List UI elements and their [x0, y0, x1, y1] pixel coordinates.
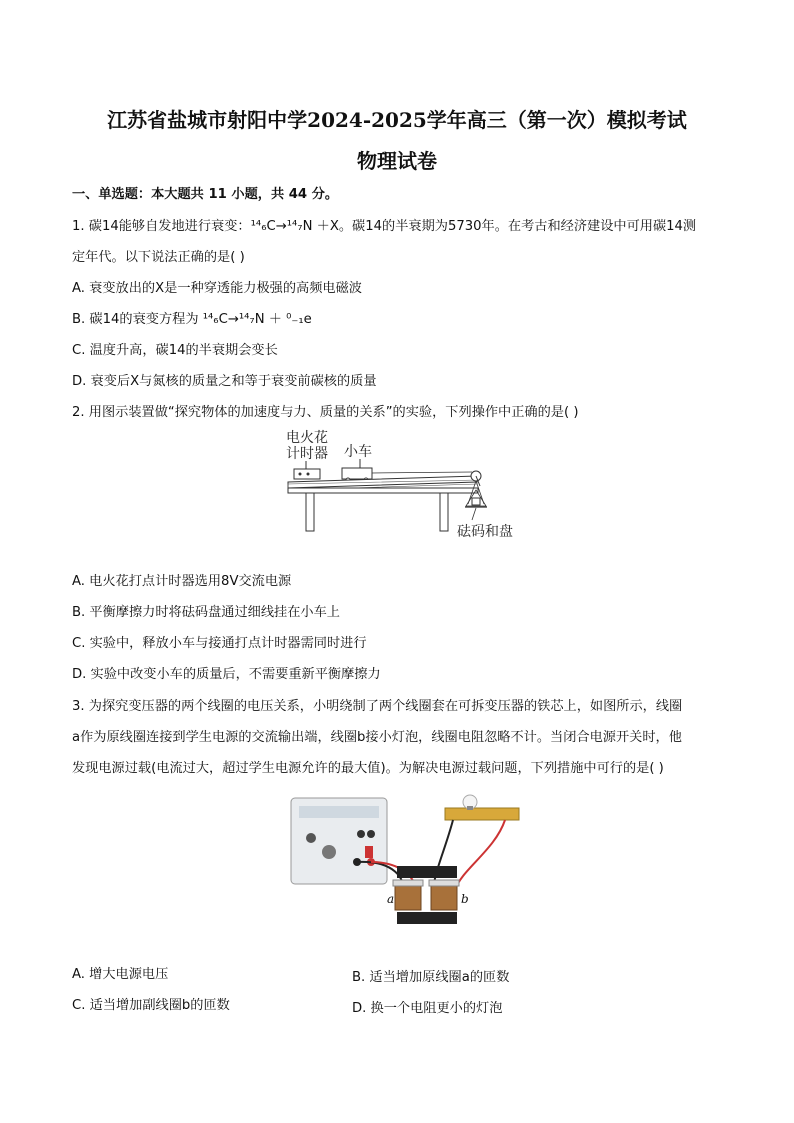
exam-subtitle: 物理试卷: [357, 149, 437, 173]
q1-option-b: B. 碳14的衰变方程为 ¹⁴₆C→¹⁴₇N ＋ ⁰₋₁e: [72, 312, 312, 327]
q2-apparatus-svg: [272, 428, 532, 546]
q2-option-a: A. 电火花打点计时器选用8V交流电源: [72, 574, 292, 589]
coil-b-label: b: [461, 892, 469, 906]
exam-title: 江苏省盐城市射阳中学2024-2025学年高三（第一次）模拟考试: [107, 108, 687, 132]
q1-option-c: C. 温度升高，碳14的半衰期会变长: [72, 343, 278, 358]
q3-option-c: C. 适当增加副线圈b的匝数: [72, 998, 230, 1013]
q2-option-d: D. 实验中改变小车的质量后，不需要重新平衡摩擦力: [72, 667, 381, 682]
q3-stem-line3: 发现电源过载(电流过大，超过学生电源允许的最大值)。为解决电源过载问题，下列措施中可行的是( ): [72, 761, 664, 776]
q1-stem-line1: 1. 碳14能够自发地进行衰变：¹⁴₆C→¹⁴₇N ＋X。碳14的半衰期为5730年。在考古和经济建设中可用碳14测: [72, 219, 697, 234]
q1-stem-line2: 定年代。以下说法正确的是( ): [72, 250, 245, 265]
cart-label: 小车: [344, 444, 372, 460]
q2-stem: 2. 用图示装置做“探究物体的加速度与力、质量的关系”的实验，下列操作中正确的是( ): [72, 405, 579, 420]
q2-apparatus-figure: [272, 428, 532, 546]
q3-transformer-svg: [285, 790, 525, 930]
q3-option-d: D. 换一个电阻更小的灯泡: [352, 1001, 503, 1016]
q2-option-c: C. 实验中，释放小车与接通打点计时器需同时进行: [72, 636, 367, 651]
coil-a-label: a: [387, 892, 395, 906]
q3-option-b: B. 适当增加原线圈a的匝数: [352, 970, 510, 985]
timer-label-2: 计时器: [286, 446, 328, 462]
q2-option-b: B. 平衡摩擦力时将砝码盘通过细线挂在小车上: [72, 605, 340, 620]
section-heading: 一、单选题：本大题共 11 小题，共 44 分。: [72, 187, 339, 202]
q1-option-d: D. 衰变后X与氮核的质量之和等于衰变前碳核的质量: [72, 374, 377, 389]
q3-option-a: A. 增大电源电压: [72, 967, 169, 982]
q3-stem-line2: a作为原线圈连接到学生电源的交流输出端，线圈b接小灯泡，线圈电阻忽略不计。当闭合电源开关时，他: [72, 730, 682, 745]
q1-option-a: A. 衰变放出的X是一种穿透能力极强的高频电磁波: [72, 281, 362, 296]
q3-stem-line1: 3. 为探究变压器的两个线圈的电压关系，小明绕制了两个线圈套在可拆变压器的铁芯上，如图所示，线圈: [72, 699, 683, 714]
timer-label-1: 电火花: [286, 430, 328, 446]
weights-label: 砝码和盘: [457, 524, 513, 540]
q3-transformer-photo: [285, 790, 525, 930]
